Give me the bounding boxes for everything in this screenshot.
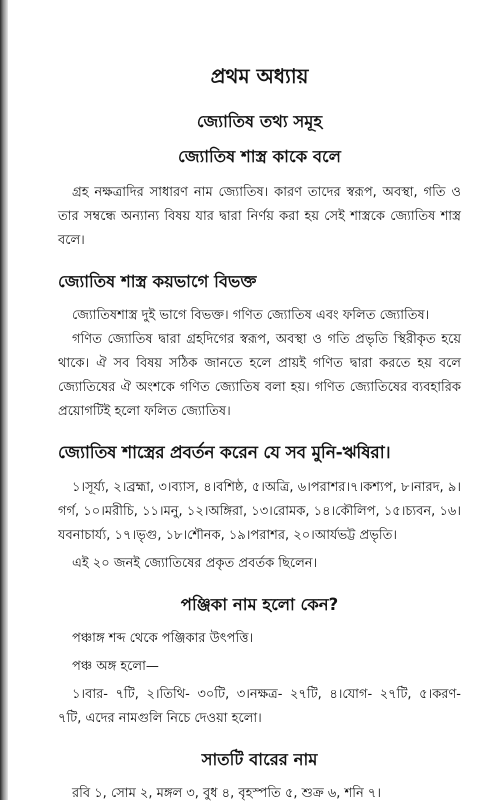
paragraph-weekday-list: রবি ১, সোম ২, মঙ্গল ৩, বুধ ৪, বৃহস্পতি ৫, শুক্র ৬, শনি ৭। — [72, 786, 381, 801]
paragraph-five-parts: পঞ্চ অঙ্গ হলো— — [72, 659, 159, 674]
paragraph-definition: গ্রহ নক্ষত্রাদির সাধারণ নাম জ্যোতিষ। কারণ তাদের স্বরূপ, অবস্থা, গতি ও তার সম্বন্ধে অন্যান্য বিষয় যার দ্বারা নির্ণয় করা হয় সেই শাস্ত্রকে জ্যোতিষ শাস্ত্র বলে। — [58, 185, 461, 248]
section-heading-weekdays: সাতটি বারের নাম — [201, 750, 318, 769]
section-heading-divisions: জ্যোতিষ শাস্ত্র কয়ভাগে বিভক্ত — [58, 272, 257, 291]
paragraph-two-divisions: জ্যোতিষশাস্ত্র দুই ভাগে বিভক্ত। গণিত জ্যোতিষ এবং ফলিত জ্যোতিষ। — [72, 308, 430, 323]
section-heading-what-is-astrology: জ্যোতিষ শাস্ত্র কাকে বলে — [178, 147, 341, 166]
section-heading-founders: জ্যোতিষ শাস্ত্রের প্রবর্তন করেন যে সব মুনি-ঋষিরা। — [58, 443, 391, 463]
chapter-title: প্রথম অধ্যায় — [210, 64, 309, 88]
paragraph-five-parts-list: ১।বার- ৭টি, ২।তিথি- ৩০টি, ৩।নক্ষত্র- ২৭টি, ৪।যোগ- ২৭টি, ৫।করণ- ৭টি, এদের নামগুলি নিচে দেওয়া হলো। — [58, 687, 461, 726]
paragraph-mathematical-astrology: গণিত জ্যোতিষ দ্বারা গ্রহদিগের স্বরূপ, অবস্থা ও গতি প্রভৃতি স্থিরীকৃত হয়ে থাকে। ঐ সব বিষয় সঠিক জানতে হলে প্রায়ই গণিত দ্বারা করতে হয় বলে জ্যোতিষের ঐ অংশকে গণিত জ্যোতিষ বলা হয়। গণিত জ্যোতিষের ব্যবহারিক প্রয়োগটিই হলো ফলিত জ্যোতিষ। — [58, 332, 461, 419]
paragraph-sage-list: ১।সূর্য্য, ২।ব্রহ্মা, ৩।ব্যাস, ৪।বশিষ্ঠ, ৫।অত্রি, ৬।পরাশর।৭।কশ্যপ, ৮।নারদ, ৯।গর্গ, ১০।মরীচি, ১১।মনু, ১২।অঙ্গিরা, ১৩।রোমক, ১৪।কৌলিপ, ১৫।চ্যবন, ১৬।যবনাচার্য্য, ১৭।ভৃগু, ১৮।শৌনক, ১৯।পরাশর, ২০।আর্যভট্ট প্রভৃতি। — [58, 480, 461, 543]
section-heading-astrology-facts: জ্যোতিষ তথ্য সমূহ — [196, 112, 323, 131]
section-heading-panjika: পঞ্জিকা নাম হলো কেন? — [180, 595, 339, 614]
paragraph-panjika-origin: পঞ্চাঙ্গ শব্দ থেকে পঞ্জিকার উৎপত্তি। — [72, 631, 254, 646]
paragraph-founders-note: এই ২০ জনই জ্যোতিষের প্রকৃত প্রবর্তক ছিলেন। — [72, 556, 318, 571]
